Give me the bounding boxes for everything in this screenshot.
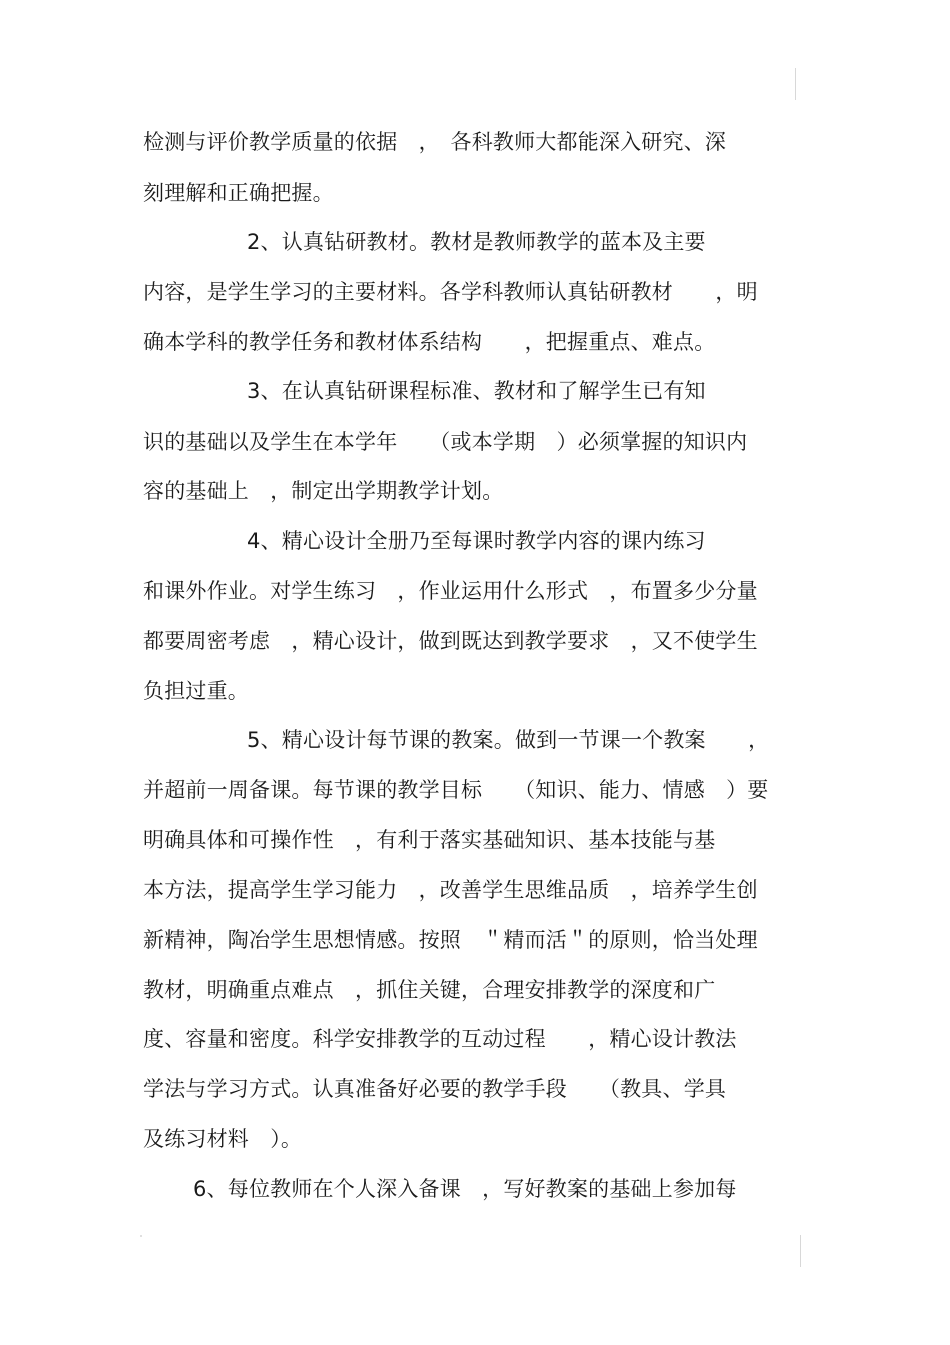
text-line: 3、在认真钻研课程标准、教材和了解学生已有知 bbox=[247, 379, 706, 403]
text-line: 教材，明确重点难点 ，抓住关键，合理安排教学的深度和广 bbox=[143, 978, 716, 1002]
text-line: 和课外作业。对学生练习 ，作业运用什么形式 ，布置多少分量 bbox=[143, 579, 758, 603]
text-line: 6、每位教师在个人深入备课 ，写好教案的基础上参加每 bbox=[193, 1177, 737, 1201]
text-line: 学法与学习方式。认真准备好必要的教学手段 （教具、学具 bbox=[143, 1077, 727, 1101]
text-line: 新精神，陶冶学生思想情感。按照 ＂精而活＂的原则，恰当处理 bbox=[143, 928, 758, 952]
text-line: 2、认真钻研教材。教材是教师教学的蓝本及主要 bbox=[247, 230, 706, 254]
text-line: 刻理解和正确把握。 bbox=[143, 181, 334, 205]
page-corner-mark-bottom-right bbox=[800, 1235, 801, 1267]
page-corner-mark-bottom-left bbox=[140, 1235, 142, 1237]
text-line: 内容，是学生学习的主要材料。各学科教师认真钻研教材 ，明 bbox=[143, 280, 758, 304]
text-line: 5、精心设计每节课的教案。做到一节课一个教案 ， bbox=[247, 728, 770, 752]
text-line: 识的基础以及学生在本学年 （或本学期 ）必须掌握的知识内 bbox=[143, 430, 748, 454]
text-line: 检测与评价教学质量的依据 ， 各科教师大都能深入研究、深 bbox=[143, 130, 727, 154]
text-line: 本方法，提高学生学习能力 ，改善学生思维品质 ，培养学生创 bbox=[143, 878, 758, 902]
text-line: 并超前一周备课。每节课的教学目标 （知识、能力、情感 ）要 bbox=[143, 778, 769, 802]
page-corner-mark-top-right bbox=[795, 68, 796, 100]
text-line: 负担过重。 bbox=[143, 679, 249, 703]
text-line: 容的基础上 ，制定出学期教学计划。 bbox=[143, 479, 504, 503]
text-line: 明确具体和可操作性 ，有利于落实基础知识、基本技能与基 bbox=[143, 828, 716, 852]
text-line: 都要周密考虑 ，精心设计，做到既达到教学要求 ，又不使学生 bbox=[143, 629, 758, 653]
text-line: 度、容量和密度。科学安排教学的互动过程 ，精心设计教法 bbox=[143, 1027, 737, 1051]
text-line: 确本学科的教学任务和教材体系结构 ，把握重点、难点。 bbox=[143, 330, 716, 354]
text-line: 4、精心设计全册乃至每课时教学内容的课内练习 bbox=[247, 529, 706, 553]
text-line: 及练习材料 ）。 bbox=[143, 1127, 303, 1151]
